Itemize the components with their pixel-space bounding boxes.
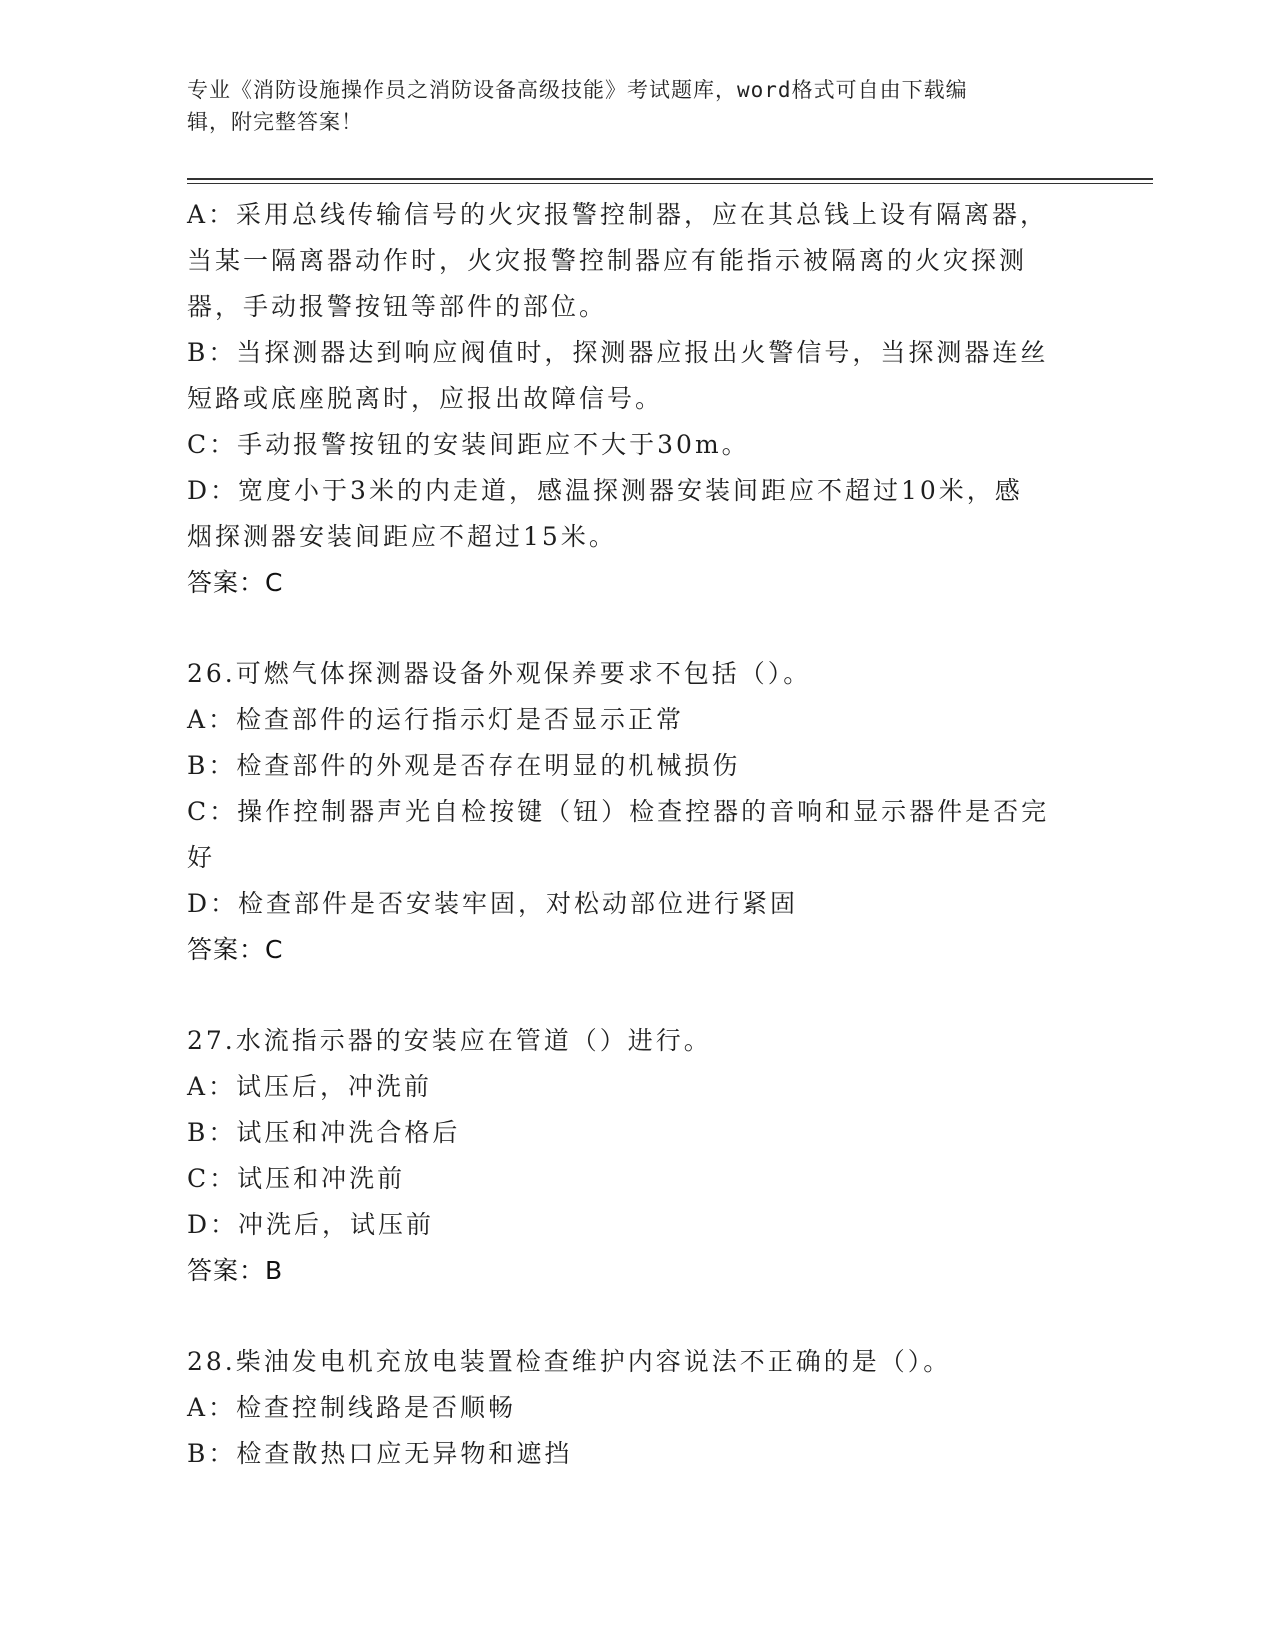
option-text: D：检查部件是否安装牢固，对松动部位进行紧固 [187,889,799,918]
option-text: A：检查部件的运行指示灯是否显示正常 [187,705,685,734]
option-text: 好 [187,843,216,872]
answer-label: 答案：C [187,935,284,964]
option-text: A：采用总线传输信号的火灾报警控制器，应在其总钱上设有隔离器， [187,200,1049,229]
option-text: D：宽度小于3米的内走道，感温探测器安装间距应不超过10米，感 [187,476,1023,505]
option-text: B：试压和冲洗合格后 [187,1118,461,1147]
question-26 [187,651,1067,973]
option-text: B：检查散热口应无异物和遮挡 [187,1439,573,1468]
option-text: B：检查部件的外观是否存在明显的机械损伤 [187,751,741,780]
option-text: 当某一隔离器动作时，火灾报警控制器应有能指示被隔离的火灾探测 [187,246,1028,275]
header-divider-thick [187,178,1153,180]
option-text: A：检查控制线路是否顺畅 [187,1393,517,1422]
option-text: C：试压和冲洗前 [187,1164,406,1193]
answer-label: 答案：C [187,568,284,597]
question-stem: 26.可燃气体探测器设备外观保养要求不包括（）。 [187,659,812,688]
option-text: C：操作控制器声光自检按键（钮）检查控器的音响和显示器件是否完 [187,797,1050,826]
question-spacer [187,973,1067,1018]
question-28 [187,1339,1067,1477]
option-text: 短路或底座脱离时，应报出故障信号。 [187,384,664,413]
option-text: D：冲洗后，试压前 [187,1210,435,1239]
question-27 [187,1018,1067,1294]
question-spacer [187,606,1067,651]
option-text: 烟探测器安装间距应不超过15米。 [187,522,617,551]
question-spacer [187,1294,1067,1339]
header-line-2: 辑，附完整答案！ [187,110,363,134]
question-stem: 28.柴油发电机充放电装置检查维护内容说法不正确的是（）。 [187,1347,952,1376]
header-line-1: 专业《消防设施操作员之消防设备高级技能》考试题库，word格式可自由下载编 [187,78,968,102]
option-text: C：手动报警按钮的安装间距应不大于30m。 [187,430,750,459]
option-text: 器，手动报警按钮等部件的部位。 [187,292,608,321]
answer-label: 答案：B [187,1256,284,1285]
question-stem: 27.水流指示器的安装应在管道（）进行。 [187,1026,712,1055]
header-divider-thin [187,183,1153,184]
question-list [187,192,1067,1477]
document-header [187,74,1067,138]
option-text: A：试压后，冲洗前 [187,1072,433,1101]
option-text: B：当探测器达到响应阀值时，探测器应报出火警信号，当探测器连丝 [187,338,1049,367]
question-25 [187,192,1067,606]
